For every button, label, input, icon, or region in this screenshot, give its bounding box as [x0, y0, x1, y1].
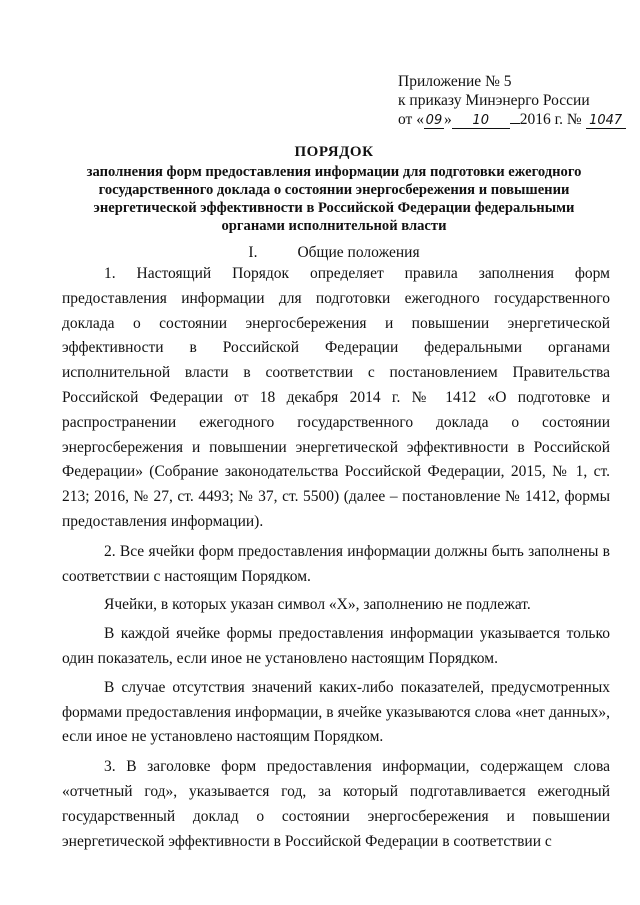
date-mid: » [443, 111, 452, 128]
section-number: I. [248, 244, 258, 261]
order-date-line [398, 110, 626, 129]
section-heading [60, 244, 608, 262]
order-reference: к приказу Минэнерго России [398, 92, 590, 109]
handwritten-month: 10 [452, 113, 510, 129]
handwritten-order-number: 1047 [586, 113, 626, 129]
date-blank [510, 123, 520, 124]
handwritten-day: 09 [425, 113, 443, 128]
appendix-label: Приложение № 5 [398, 73, 512, 90]
document-subtitle: заполнения форм предоставления информации для подготовки ежегодного государственного доклада о состоянии энергосбережения и повышении энергетической эффективности в Российской Федерации федеральными органами исполнительной власти [86, 164, 582, 234]
document-title: ПОРЯДОК [294, 144, 374, 160]
section-title: Общие положения [297, 244, 420, 261]
paragraph: 2. Все ячейки форм предоставления информации должны быть заполнены в соответствии с настоящим Порядком. [62, 542, 610, 585]
paragraph: В каждой ячейке формы предоставления информации указывается только один показатель, если иное не установлено настоящим Порядком. [62, 625, 610, 667]
paragraph: 3. В заголовке форм предоставления информации, содержащем слова «отчетный год», указывается год, за который подготавливается ежегодный государственный доклад о состоянии энергосбережения и повышении энергетической эффективности в Российской Федерации в соответствии с [62, 758, 610, 850]
year-number-label: 2016 г. № [519, 111, 582, 128]
document-body [62, 262, 610, 854]
appendix-block [398, 72, 626, 129]
paragraph: В случае отсутствия значений каких-либо показателей, предусмотренных формами предоставления информации, в ячейке указываются слова «нет данных», если иное не установлено настоящим Порядком. [62, 678, 610, 746]
date-prefix: от « [398, 111, 424, 128]
paragraph: 1. Настоящий Порядок определяет правила заполнения форм предоставления информации для подготовки ежегодного государственного доклада о состоянии энергосбережения и повышении энергетической эффективности в Российской Федерации федеральными органами исполнительной власти в соответствии с постановлением Правительства Российской Федерации от 18 декабря 2014 г. № 1412 «О подготовке и распространении ежегодного государственного доклада о состоянии энергосбережения и повышении энергетической эффективности в Российской Федерации» (Собрание законодательства Российской Федерации, 2015, № 1, ст. 213; 2016, № 27, ст. 4493; № 37, ст. 5500) (далее – постановление № 1412, формы предоставления информации). [62, 265, 610, 530]
paragraph: Ячейки, в которых указан символ «Х», заполнению не подлежат. [104, 596, 531, 614]
